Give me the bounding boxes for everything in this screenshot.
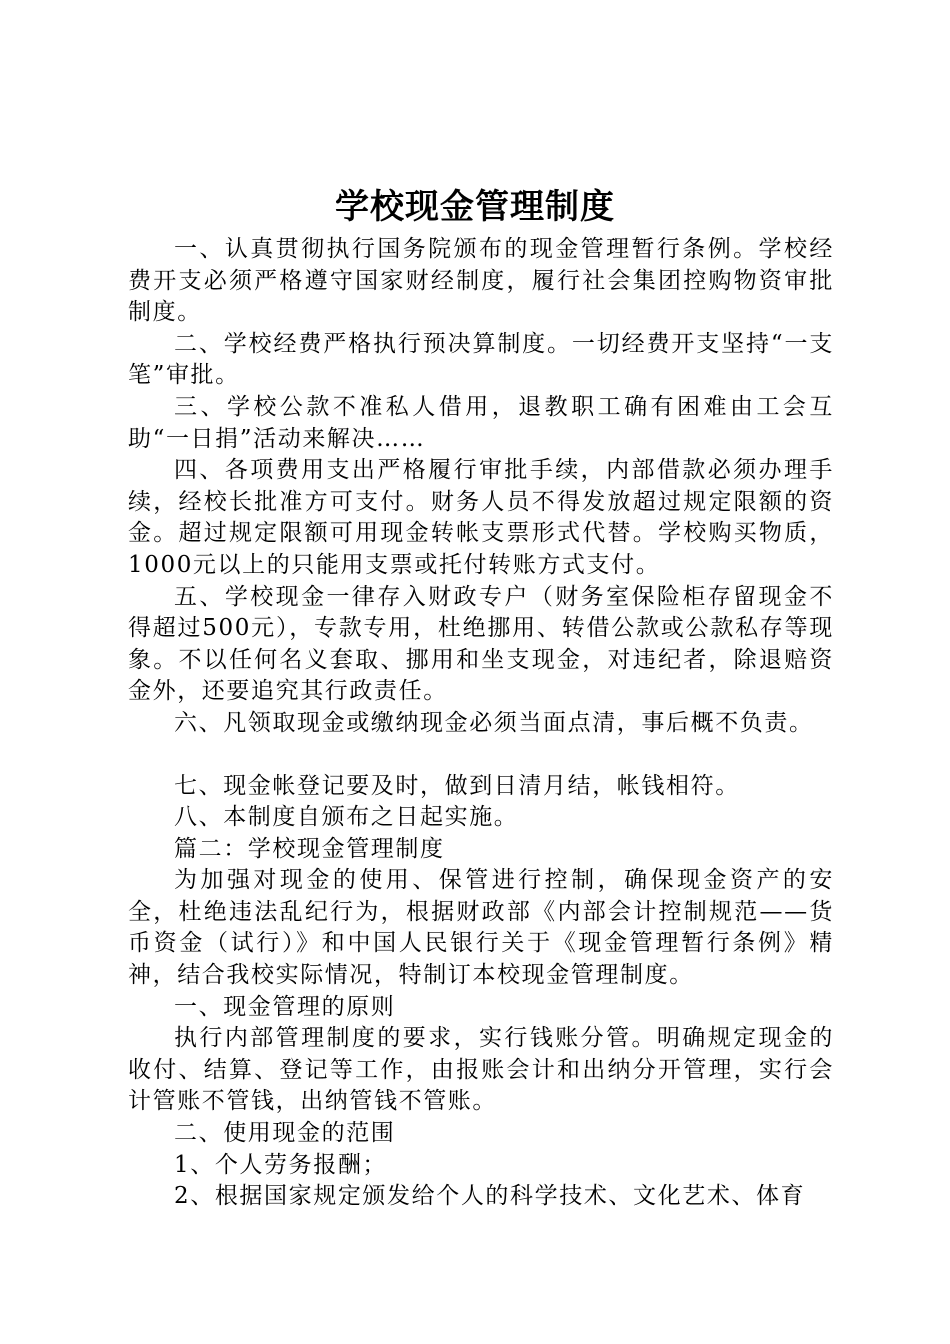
list-item: 1、个人劳务报酬； (174, 1151, 388, 1178)
paragraph: 八、本制度自颁布之日起实施。 (174, 804, 519, 831)
section-heading: 二、使用现金的范围 (174, 1120, 396, 1147)
paragraph: 六、凡领取现金或缴纳现金必须当面点清，事后概不负责。 (174, 709, 814, 736)
paragraph: 四、各项费用支出严格履行审批手续，内部借款必须办理手续，经校长批准方可支付。财务人员不得发放超过规定限额的资金。超过规定限额可用现金转帐支票形式代替。学校购买物质，1000元以上的只能用支票或托付转账方式支付。 (128, 457, 834, 578)
paragraph: 一、认真贯彻执行国务院颁布的现金管理暂行条例。学校经费开支必须严格遵守国家财经制度，履行社会集团控购物资审批制度。 (128, 236, 834, 326)
document-title: 学校现金管理制度 (335, 187, 615, 227)
paragraph: 五、学校现金一律存入财政专户（财务室保险柜存留现金不得超过500元），专款专用，杜绝挪用、转借公款或公款私存等现象。不以任何名义套取、挪用和坐支现金，对违纪者，除退赔资金外，还要追究其行政责任。 (128, 583, 834, 705)
list-item: 2、根据国家规定颁发给个人的科学技术、文化艺术、体育 (174, 1183, 806, 1210)
paragraph: 二、学校经费严格执行预决算制度。一切经费开支坚持“一支笔”审批。 (128, 330, 834, 389)
paragraph: 七、现金帐登记要及时，做到日清月结，帐钱相符。 (174, 772, 740, 799)
section-heading: 一、现金管理的原则 (174, 993, 396, 1020)
paragraph: 三、学校公款不准私人借用，退教职工确有困难由工会互助“一日捐”活动来解决…… (128, 393, 834, 452)
section-heading: 篇二：学校现金管理制度 (174, 835, 445, 862)
paragraph: 为加强对现金的使用、保管进行控制，确保现金资产的安全，杜绝违法乱纪行为，根据财政部《内部会计控制规范——货币资金（试行）》和中国人民银行关于《现金管理暂行条例》精神，结合我校实际情况，特制订本校现金管理制度。 (128, 867, 834, 989)
document-body (128, 234, 834, 1213)
paragraph: 执行内部管理制度的要求，实行钱账分管。明确规定现金的收付、结算、登记等工作，由报账会计和出纳分开管理，实行会计管账不管钱，出纳管钱不管账。 (128, 1025, 834, 1115)
